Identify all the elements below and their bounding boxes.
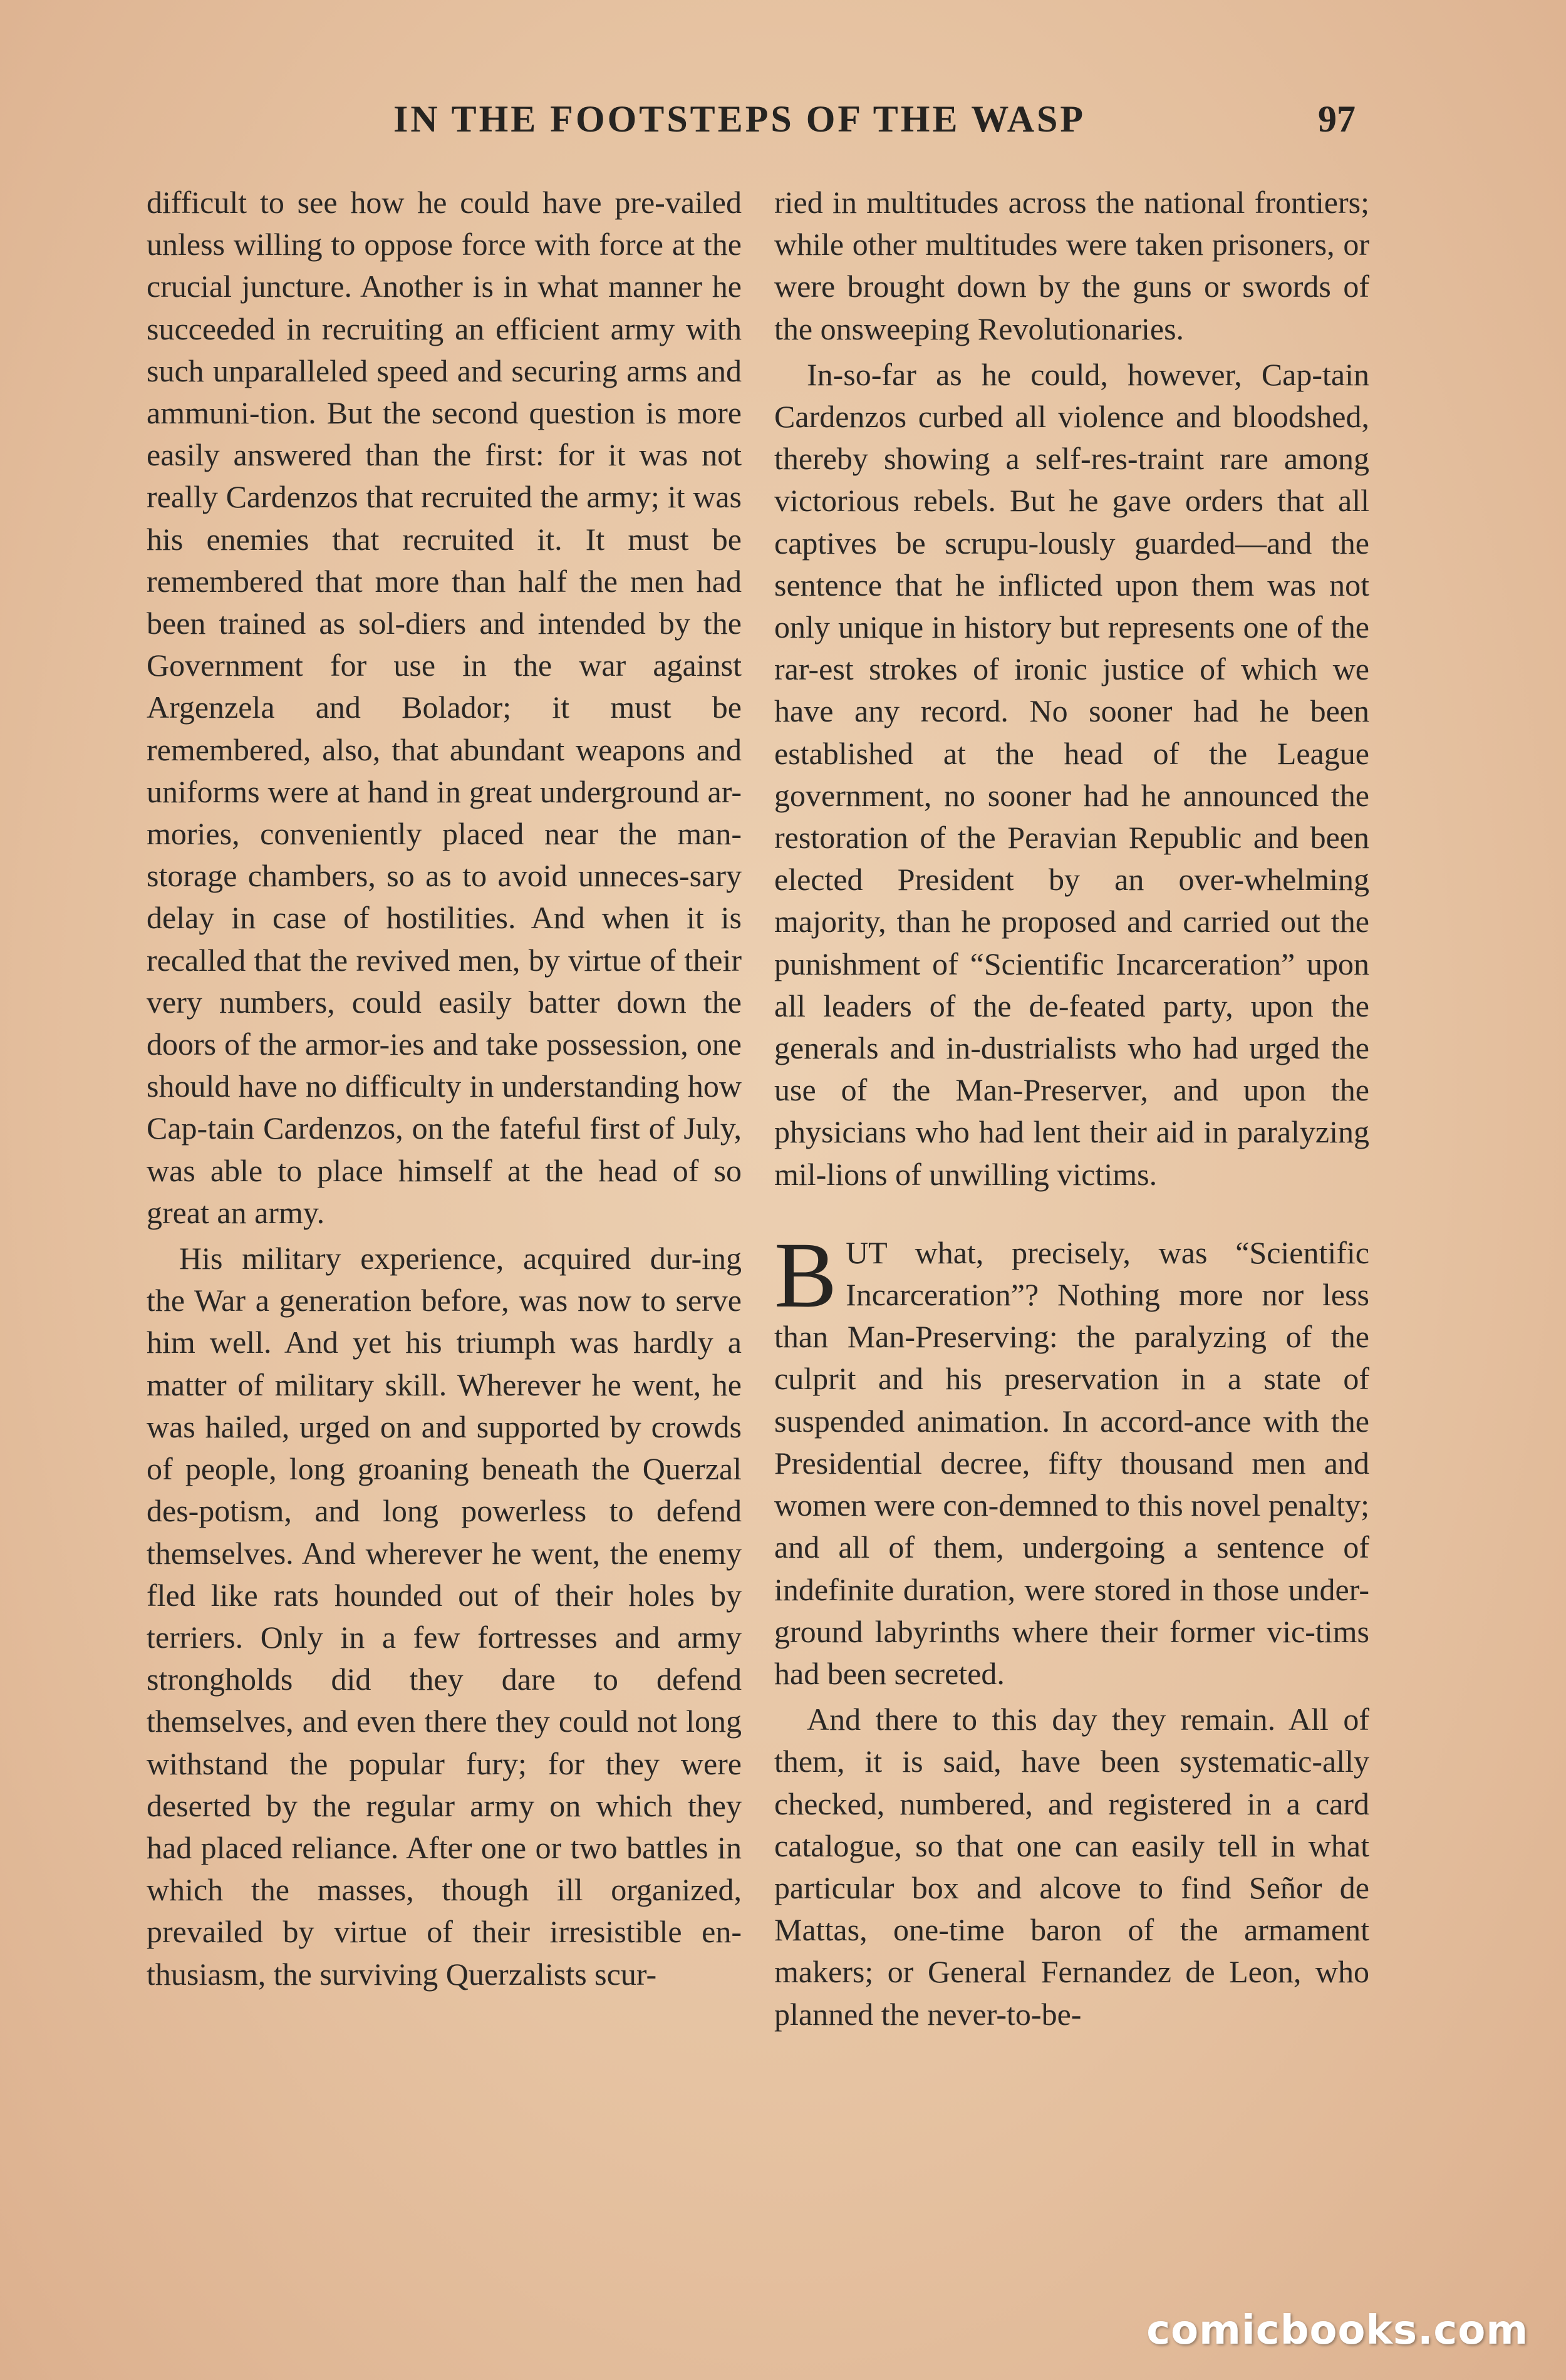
running-title: IN THE FOOTSTEPS OF THE WASP bbox=[393, 98, 1086, 140]
page-header bbox=[0, 94, 1566, 157]
right-paragraph-3-text: UT what, precisely, was “Scientific Incarceration”? Nothing more nor less than Man-Preserving: the paralyzing of the culprit and his preservation in a state of suspended animation. In accord-ance with the Presidential decree, fifty thousand men and women were con-demned to this novel penalty; and all of them, undergoing a sentence of indefinite duration, were stored in those under-ground labyrinths where their former vic-tims had been secreted. bbox=[774, 1234, 1369, 1691]
right-paragraph-1: ried in multitudes across the national frontiers; while other multitudes were taken prisoners, or were brought down by the guns or swords of the onsweeping Revolutionaries. bbox=[774, 185, 1369, 346]
right-column bbox=[774, 182, 1369, 2036]
page-number: 97 bbox=[1318, 98, 1356, 140]
left-paragraph-2: His military experience, acquired dur-ing the War a generation before, was now to serve him well. And yet his triumph was hardly a matter of military skill. Wherever he went, he was hailed, urged on and supported by crowds of people, long groaning beneath the Querzal des-potism, and long powerless to defend themselves. And wherever he went, the enemy fled like rats hounded out of their holes by terriers. Only in a few fortresses and army strongholds did they dare to defend themselves, and even there they could not long withstand the popular fury; for they were deserted by the regular army on which they had placed reliance. After one or two battles in which the masses, though ill organized, prevailed by virtue of their irresistible en-thusiasm, the surviving Querzalists scur- bbox=[147, 1241, 742, 1992]
right-paragraph-3 bbox=[774, 1223, 1369, 1695]
left-paragraph-1: difficult to see how he could have pre-vailed unless willing to oppose force with force at the crucial juncture. Another is in what manner he succeeded in recruiting an efficient army with such unparalleled speed and securing arms and ammuni-tion. But the second question is more easily answered than the first: for it was not really Cardenzos that recruited the army; it was his enemies that recruited it. It must be remembered that more than half the men had been trained as sol-diers and intended by the Government for use in the war against Argenzela and Bolador; it must be remembered, also, that abundant weapons and uniforms were at hand in great underground ar-mories, conveniently placed near the man-storage chambers, so as to avoid unneces-sary delay in case of hostilities. And when it is recalled that the revived men, by virtue of their very numbers, could easily batter down the doors of the armor-ies and take possession, one should have no difficulty in understanding how Cap-tain Cardenzos, on the fateful first of July, was able to place himself at the head of so great an army. bbox=[147, 185, 742, 1230]
right-paragraph-2: In-so-far as he could, however, Cap-tain Cardenzos curbed all violence and bloodshed, thereby showing a self-res-traint rare among victorious rebels. But he gave orders that all captives be scrupu-lously guarded—and the sentence that he inflicted upon them was not only unique in history but represents one of the rar-est strokes of ironic justice of which we have any record. No sooner had he been established at the head of the League government, no sooner had he announced the restoration of the Peravian Republic and been elected President by an over-whelming majority, than he proposed and carried out the punishment of “Scientific Incarceration” upon all leaders of the de-feated party, upon the generals and in-dustrialists who had urged the use of the Man-Preserver, and upon the physicians who had lent their aid in paralyzing mil-lions of unwilling victims. bbox=[774, 356, 1369, 1192]
left-column bbox=[147, 182, 742, 1995]
drop-cap: B bbox=[774, 1223, 837, 1327]
watermark: comicbooks.com bbox=[1146, 2307, 1528, 2354]
right-paragraph-4: And there to this day they remain. All of them, it is said, have been systematic-ally checked, numbered, and registered in a card catalogue, so that one can easily tell in what particular box and alcove to find Señor de Mattas, one-time baron of the armament makers; or General Fernandez de Leon, who planned the never-to-be- bbox=[774, 1702, 1369, 2032]
